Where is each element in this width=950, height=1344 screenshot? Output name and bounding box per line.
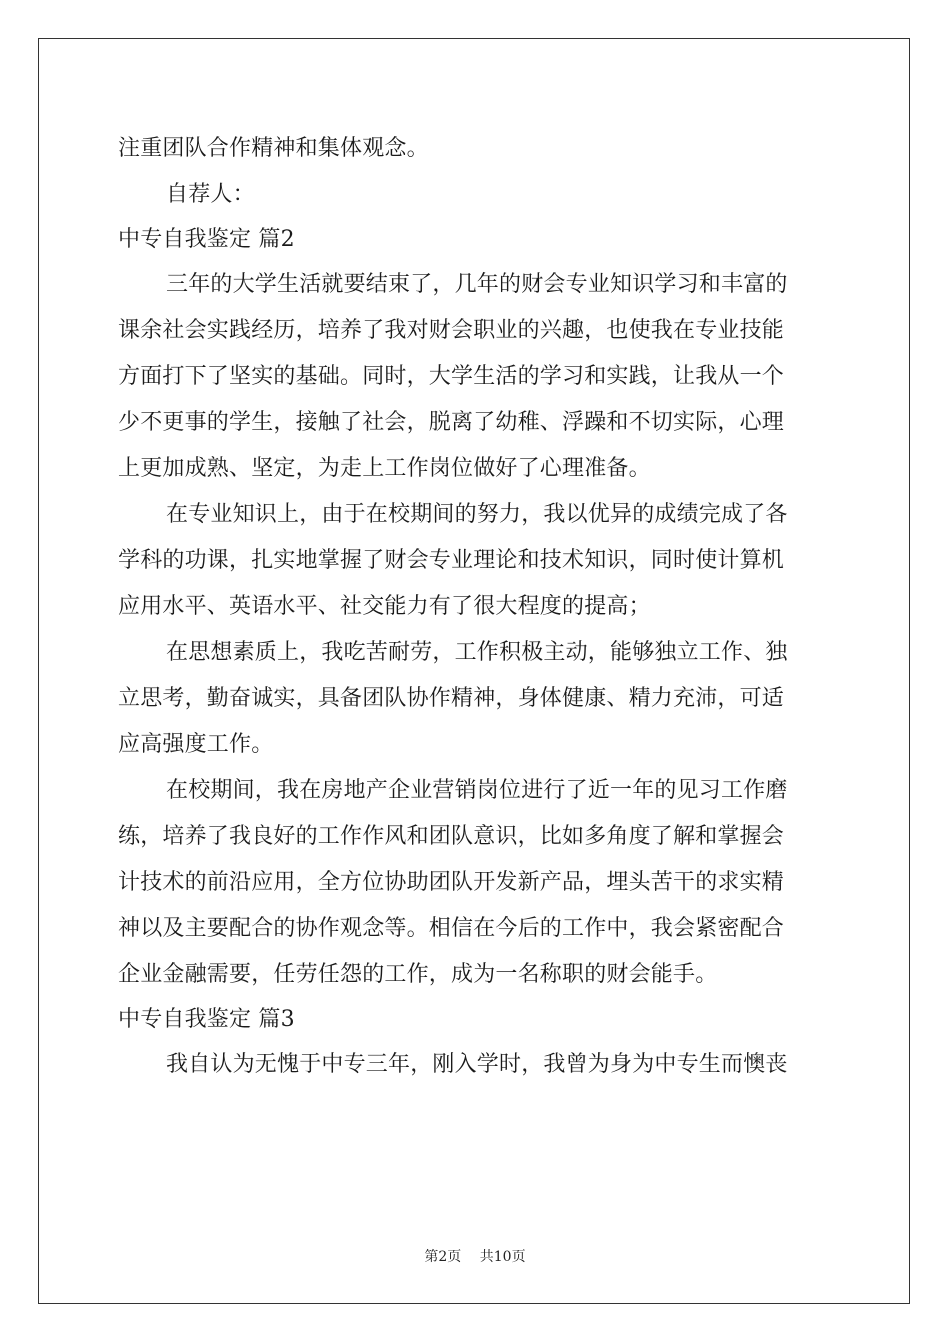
paragraph-line: 练，培养了我良好的工作作风和团队意识，比如多角度了解和掌握会 xyxy=(118,824,785,849)
page-total: 共10页 xyxy=(479,1249,526,1265)
paragraph-line: 立思考，勤奋诚实，具备团队协作精神，身体健康、精力充沛，可适 xyxy=(118,686,785,711)
paragraph-line: 神以及主要配合的协作观念等。相信在今后的工作中，我会紧密配合 xyxy=(118,916,785,941)
paragraph-line: 我自认为无愧于中专三年，刚入学时，我曾为身为中专生而懊丧 xyxy=(166,1052,788,1077)
paragraph-line: 应用水平、英语水平、社交能力有了很大程度的提高； xyxy=(118,594,651,619)
paragraph-line: 课余社会实践经历，培养了我对财会职业的兴趣，也使我在专业技能 xyxy=(118,318,785,343)
section-heading: 中专自我鉴定 篇2 xyxy=(118,227,295,252)
paragraph-line: 少不更事的学生，接触了社会，脱离了幼稚、浮躁和不切实际，心理 xyxy=(118,410,785,435)
paragraph-line: 计技术的前沿应用，全方位协助团队开发新产品，埋头苦干的求实精 xyxy=(118,870,785,895)
page-footer xyxy=(0,1246,950,1266)
paragraph-line: 企业金融需要，任劳任怨的工作，成为一名称职的财会能手。 xyxy=(118,962,718,987)
text-line: 注重团队合作精神和集体观念。 xyxy=(118,136,429,161)
paragraph-line: 在专业知识上，由于在校期间的努力，我以优异的成绩完成了各 xyxy=(166,502,788,527)
paragraph-line: 方面打下了坚实的基础。同时，大学生活的学习和实践，让我从一个 xyxy=(118,364,785,389)
paragraph-line: 在思想素质上，我吃苦耐劳，工作积极主动，能够独立工作、独 xyxy=(166,640,788,665)
document-body xyxy=(118,126,834,1088)
paragraph-line: 在校期间，我在房地产企业营销岗位进行了近一年的见习工作磨 xyxy=(166,778,788,803)
paragraph-line: 学科的功课，扎实地掌握了财会专业理论和技术知识，同时使计算机 xyxy=(118,548,785,573)
section-heading: 中专自我鉴定 篇3 xyxy=(118,1007,295,1032)
paragraph-line: 上更加成熟、坚定，为走上工作岗位做好了心理准备。 xyxy=(118,456,651,481)
page-number: 第2页 xyxy=(424,1249,462,1265)
paragraph-line: 三年的大学生活就要结束了，几年的财会专业知识学习和丰富的 xyxy=(166,272,788,297)
signature-label: 自荐人： xyxy=(166,182,255,207)
paragraph-line: 应高强度工作。 xyxy=(118,732,274,757)
